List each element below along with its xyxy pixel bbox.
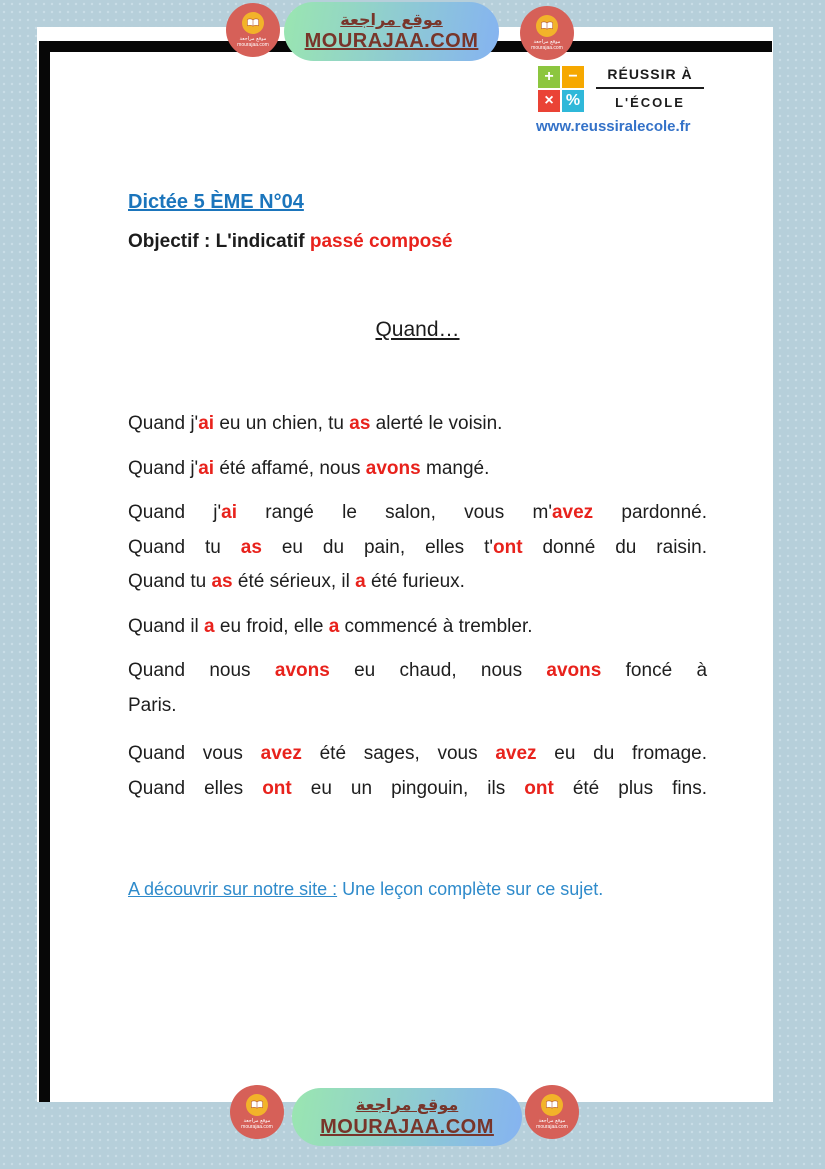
auxiliary-verb-highlight: avez: [260, 743, 302, 764]
dictation-heading: Quand…: [375, 318, 460, 341]
sentence-text: eu du fromage.: [536, 743, 707, 764]
sentence-text: été plus fins.: [553, 777, 707, 799]
text-line: [128, 452, 707, 487]
reussir-logo-text: [596, 66, 704, 110]
logo-divider: [596, 87, 704, 89]
sentence-text: Paris.: [128, 694, 177, 716]
auxiliary-verb-highlight: avez: [495, 743, 537, 764]
sentence-text: donné du raisin.: [522, 536, 707, 558]
book-icon: [246, 1094, 268, 1116]
sentence-text: eu chaud, nous: [329, 660, 547, 681]
divide-icon: %: [562, 90, 584, 112]
sentence-text: foncé à: [601, 660, 708, 681]
mourajaa-badge-bottom-right: [525, 1085, 579, 1139]
mourajaa-badge-top-right: [520, 6, 574, 60]
sentence-text: Quand il: [128, 615, 205, 637]
banner-site-link[interactable]: MOURAJAA.COM: [304, 30, 479, 53]
text-line: [128, 737, 707, 772]
banner-arabic-title: موقع مراجعة: [355, 1095, 459, 1115]
text-line: [128, 654, 707, 689]
auxiliary-verb-highlight: ai: [198, 457, 215, 479]
page-left-border: [39, 41, 50, 1102]
auxiliary-verb-highlight: avons: [546, 660, 602, 681]
document-title: Dictée 5 ÈME N°04: [128, 191, 304, 213]
auxiliary-verb-highlight: a: [328, 615, 340, 637]
badge-site-text: mourajaa.com: [237, 42, 269, 48]
text-line: [128, 610, 707, 645]
paragraph: [128, 610, 707, 645]
sentence-text: eu froid, elle: [214, 615, 329, 637]
sentence-text: alerté le voisin.: [370, 413, 503, 434]
banner-arabic-title: موقع مراجعة: [340, 9, 443, 29]
paragraph: [128, 452, 707, 487]
paragraph: [128, 654, 707, 723]
mourajaa-banner-bottom: [292, 1088, 522, 1146]
footer-rest: Une leçon complète sur ce sujet.: [337, 879, 604, 899]
book-icon: [541, 1094, 563, 1116]
sentence-text: pardonné.: [593, 502, 707, 523]
paragraph: [128, 737, 707, 806]
auxiliary-verb-highlight: ai: [221, 502, 238, 523]
badge-site-text: mourajaa.com: [531, 45, 563, 51]
sentence-text: eu du pain, elles t': [261, 536, 493, 558]
objective-label: Objectif : L'indicatif: [128, 231, 310, 252]
sentence-text: Quand vous: [128, 743, 261, 764]
badge-arabic-text: موقع مراجعة: [538, 1117, 566, 1124]
paragraph: [128, 496, 707, 600]
sentence-text: Quand j': [128, 413, 199, 434]
auxiliary-verb-highlight: avons: [365, 457, 421, 479]
sentence-text: été sérieux, il: [232, 571, 356, 592]
badge-arabic-text: موقع مراجعة: [243, 1117, 271, 1124]
auxiliary-verb-highlight: ont: [493, 536, 523, 558]
badge-arabic-text: موقع مراجعة: [533, 38, 561, 45]
badge-site-text: mourajaa.com: [241, 1124, 273, 1130]
text-line: [128, 772, 707, 807]
auxiliary-verb-highlight: ont: [262, 777, 292, 799]
book-icon: [536, 15, 558, 37]
text-line: [128, 407, 707, 442]
minus-icon: −: [562, 66, 584, 88]
mourajaa-badge-top-left: [226, 3, 280, 57]
sentence-text: Quand j': [128, 457, 199, 479]
dictation-body: [128, 407, 707, 816]
reussir-website-link[interactable]: www.reussiralecole.fr: [536, 118, 691, 135]
sentence-text: eu un chien, tu: [214, 413, 350, 434]
sentence-text: Quand j': [128, 502, 222, 523]
sentence-text: Quand nous: [128, 660, 275, 681]
banner-site-link[interactable]: MOURAJAA.COM: [320, 1115, 494, 1138]
sentence-text: Quand tu: [128, 571, 212, 592]
sentence-text: Quand tu: [128, 536, 241, 558]
auxiliary-verb-highlight: as: [240, 536, 262, 558]
footer-note: [128, 879, 603, 900]
text-line: [128, 531, 707, 566]
auxiliary-verb-highlight: a: [204, 615, 215, 637]
reussir-line1: RÉUSSIR À: [607, 66, 693, 82]
objective-topic: passé composé: [309, 231, 453, 252]
auxiliary-verb-highlight: avez: [551, 502, 594, 523]
paragraph: [128, 407, 707, 442]
sentence-text: eu un pingouin, ils: [291, 777, 525, 799]
auxiliary-verb-highlight: as: [349, 413, 371, 434]
plus-icon: +: [538, 66, 560, 88]
mourajaa-badge-bottom-left: [230, 1085, 284, 1139]
objective-line: [128, 231, 452, 253]
text-line: [128, 689, 707, 724]
sentence-text: été affamé, nous: [214, 457, 366, 479]
auxiliary-verb-highlight: a: [355, 571, 366, 592]
mourajaa-banner-top: [284, 2, 499, 61]
sentence-text: Quand elles: [128, 777, 263, 799]
auxiliary-verb-highlight: avons: [274, 660, 330, 681]
reussir-logo-squares: [538, 66, 584, 112]
site-discover-link[interactable]: A découvrir sur notre site :: [128, 879, 338, 899]
reussir-line2: L'ÉCOLE: [615, 95, 685, 110]
auxiliary-verb-highlight: ont: [524, 777, 554, 799]
text-line: [128, 565, 707, 600]
sentence-text: été furieux.: [365, 571, 465, 592]
sentence-text: rangé le salon, vous m': [237, 502, 552, 523]
badge-site-text: mourajaa.com: [536, 1124, 568, 1130]
book-icon: [242, 12, 264, 34]
text-line: [128, 496, 707, 531]
multiply-icon: ×: [538, 90, 560, 112]
sentence-text: été sages, vous: [301, 743, 496, 764]
sentence-text: mangé.: [420, 457, 490, 479]
sentence-text: commencé à trembler.: [339, 615, 533, 637]
auxiliary-verb-highlight: as: [211, 571, 233, 592]
badge-arabic-text: موقع مراجعة: [239, 35, 267, 42]
auxiliary-verb-highlight: ai: [198, 413, 215, 434]
